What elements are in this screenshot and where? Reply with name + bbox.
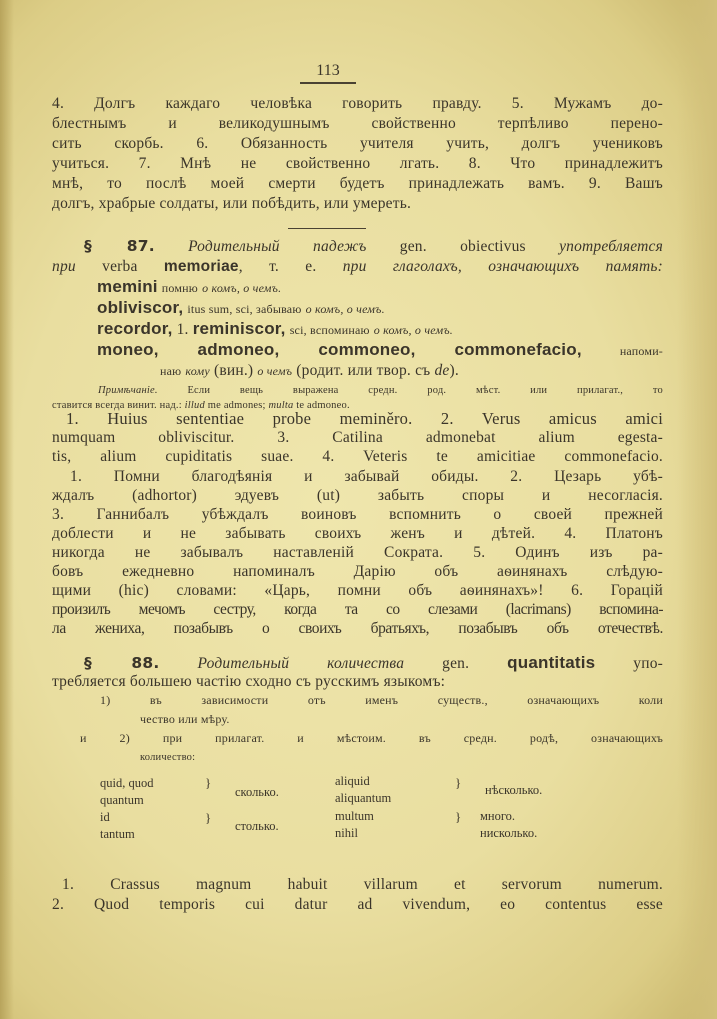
brace: } [205, 775, 212, 790]
vocab-line: recordor, 1. reminiscor, sci, вспоминаю о комъ, о чемъ. [97, 319, 453, 338]
vocab-line: наю кому (вин.) о чемъ (родит. или твор. съ de). [160, 362, 459, 379]
vocab-line: memini помню о комъ, о чемъ. [97, 277, 282, 296]
page-number: 113 [316, 62, 340, 79]
vocab-line: moneo, admoneo, commoneo, commonefacio, напоми- [97, 340, 664, 359]
table-cell: aliquid [335, 774, 370, 788]
table-cell: quantum [100, 793, 144, 807]
note-line: Примѣчаніе. Если вещь выражена средн. род. мѣст. или прилагат., то [98, 385, 663, 396]
text-line: numquam obliviscitur. 3. Catilina admonebat alium egesta- [52, 429, 663, 446]
page-edge-shadow [0, 0, 14, 1019]
vocab-line: obliviscor, itus sum, sci, забываю о комъ, о чемъ. [97, 298, 385, 317]
table-cell: сколько. [235, 785, 279, 799]
brace: } [455, 809, 462, 824]
text-line: доблести и не забывать своихъ женъ и дѣтей. 4. Платонъ [52, 525, 663, 542]
table-cell: aliquantum [335, 791, 392, 805]
text-line: 1. Crassus magnum habuit villarum et servorum numerum. [62, 876, 663, 893]
divider [288, 228, 366, 229]
text-line: сить скорбь. 6. Обязанность учителя учить, долгъ учениковъ [52, 135, 663, 152]
note-line: ставится всегда винит. над.: illud me admones; multa te admoneo. [52, 400, 350, 411]
table-cell: multum [335, 809, 374, 823]
text-line: tis, alium cupiditatis suae. 4. Veteris te amicitiae commonefacio. [52, 448, 663, 465]
table-cell: нисколько. [480, 826, 538, 840]
text-line: бовъ ежедневно напоминалъ Дарію объ аѳинянахъ слѣдую- [52, 563, 663, 580]
list-item: и 2) при прилагат. и мѣстоим. въ средн. родѣ, означающихъ [80, 731, 663, 745]
text-line: 1. Помни благодѣянія и забывай обиды. 2. Цезарь убѣ- [70, 468, 663, 485]
table-cell: много. [480, 809, 516, 823]
text-line: никогда не забывалъ наставленій Сократа. 5. Одинъ изъ ра- [52, 544, 663, 561]
divider [300, 82, 356, 84]
text-line: 1. Huius sententiae probe meminěro. 2. Verus amicus amici [66, 409, 663, 428]
list-item: 1) въ зависимости отъ именъ существ., означающихъ коли [100, 693, 663, 707]
text-line: при verba memoriae, т. е. при глаголахъ, означающихъ память: [52, 258, 664, 275]
text-line: 4. Долгъ каждаго человѣка говорить правду. 5. Мужамъ до- [52, 95, 663, 112]
text-line: требляется большею частію сходно съ русскимъ языкомъ: [52, 673, 446, 690]
text-line: мнѣ, то послѣ моей смерти будетъ принадлежать вамъ. 9. Вашъ [52, 175, 663, 192]
text-line: произилъ мечомъ сестру, когда та со слезами (lacrimans) вспомина- [52, 601, 663, 618]
table-cell: nihil [335, 826, 358, 840]
text-line: 2. Quod temporis cui datur ad vivendum, eo contentus esse [52, 896, 663, 913]
table-cell: нѣсколько. [485, 783, 543, 797]
text-line: учиться. 7. Мнѣ не свойственно лгать. 8. Что принадлежитъ [52, 155, 663, 172]
text-line: щими (hic) словами: «Царь, помни объ аѳинянахъ»! 6. Горацій [52, 582, 663, 599]
section-heading: § 88. Родительный количества gen. quantitatis упо- [84, 653, 664, 672]
list-item: чество или мѣру. [140, 712, 230, 726]
text-line: ла жениха, позабывъ о своихъ братьяхъ, позабывъ объ отечествѣ. [52, 620, 663, 637]
brace: } [455, 775, 462, 790]
table-cell: id [100, 810, 110, 824]
text-line: ждалъ (adhortor) эдуевъ (ut) забыть споры и несогласія. [52, 487, 663, 504]
text-line: долгъ, храбрые солдаты, или побѣдить, или умереть. [52, 195, 412, 212]
text-line: блестнымъ и великодушнымъ свойственно терпѣливо перено- [52, 115, 663, 132]
table-cell: quid, quod [100, 776, 154, 790]
table-cell: столько. [235, 819, 279, 833]
page-edge-shadow [677, 0, 717, 1019]
text-line: 3. Ганнибалъ убѣждалъ воиновъ вспомнить о своей прежней [52, 506, 663, 523]
table-cell: tantum [100, 827, 135, 841]
list-item: количество: [140, 752, 196, 763]
brace: } [205, 810, 212, 825]
section-heading: § 87. Родительный падежъ gen. obiectivus употребляется [84, 237, 663, 255]
